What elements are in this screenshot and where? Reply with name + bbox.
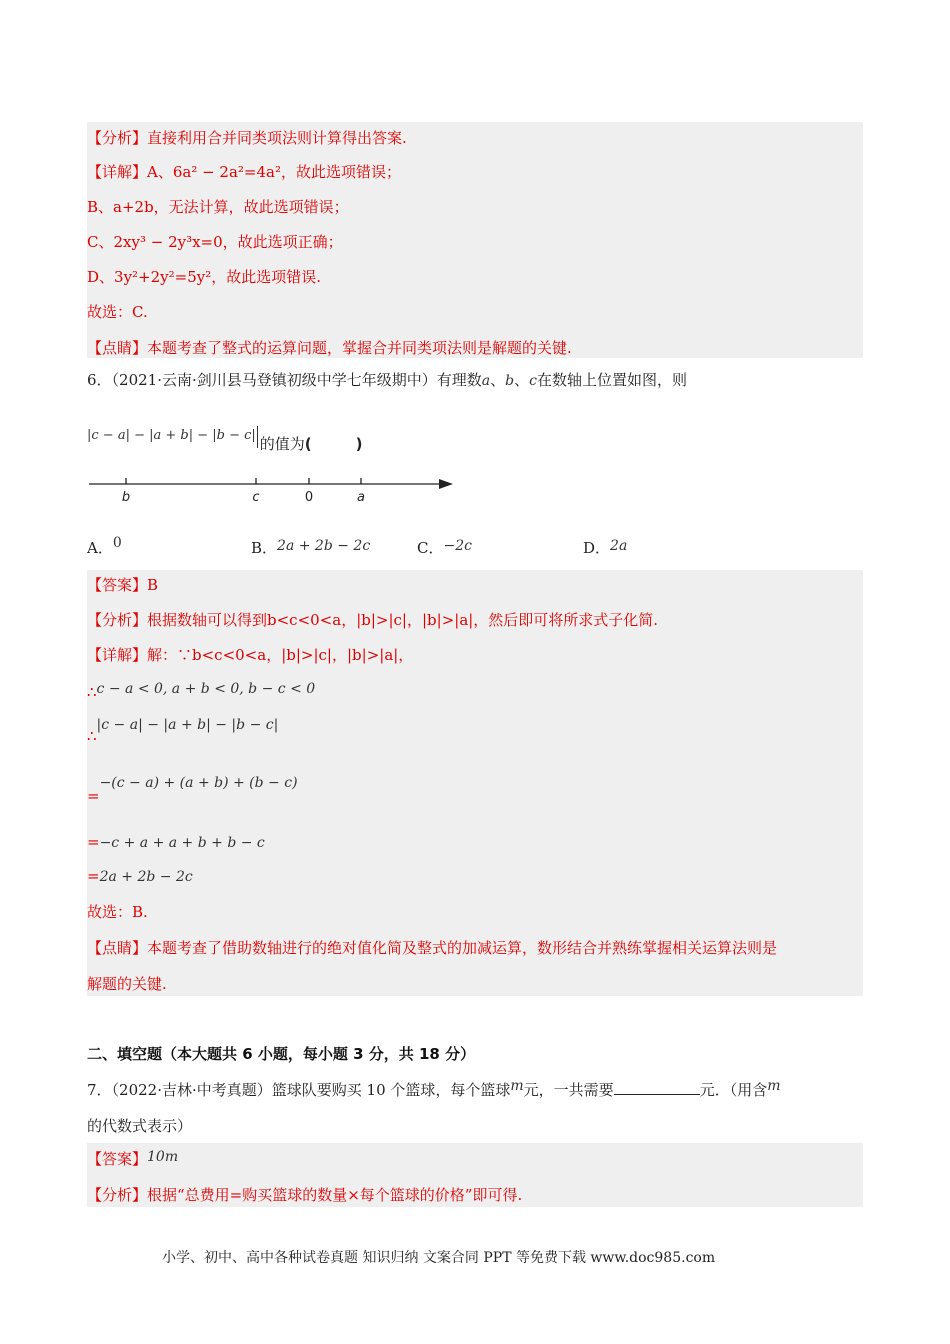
option-d — [583, 538, 627, 559]
therefore-icon: ∴ — [87, 727, 97, 745]
var-m: m — [767, 1078, 781, 1094]
question-7-prefix: 7．（2022·吉林·中考真题）篮球队要购买 10 个篮球，每个篮球 — [87, 1081, 511, 1099]
comment-q6-line1: 【点睛】本题考查了借助数轴进行的绝对值化简及整式的加减运算，数形结合并熟练掌握相关运算法则是 — [87, 939, 778, 957]
section-heading: 二、填空题（本大题共 6 小题，每小题 3 分，共 18 分） — [87, 1045, 476, 1063]
option-a-letter: A． — [87, 539, 113, 557]
step-4 — [87, 832, 265, 853]
question-6-expression-line — [87, 428, 363, 456]
equals-sign: = — [87, 833, 100, 851]
answer-q6: 【答案】B — [87, 576, 159, 594]
step-2-expr: |c − a| − |a + b| − |b − c| — [96, 717, 279, 733]
therefore-icon: ∴ — [87, 683, 97, 701]
separator: 、 — [490, 371, 506, 389]
option-d-letter: D． — [583, 539, 611, 557]
option-c-value: −2c — [443, 538, 472, 554]
option-a-value: 0 — [112, 535, 122, 551]
detail-q6: 【详解】解：∵b<c<0<a，|b|>|c|，|b|>|a|， — [87, 646, 414, 664]
step-3 — [87, 772, 298, 805]
option-d-value: 2a — [610, 538, 628, 554]
var-m: m — [510, 1078, 524, 1094]
option-b-letter: B． — [251, 539, 278, 557]
detail-q5-a: 【详解】A、6a² − 2a²=4a²，故此选项错误； — [87, 163, 402, 181]
answer-q7 — [87, 1149, 178, 1170]
option-c — [417, 538, 472, 559]
question-6-stem — [87, 370, 687, 391]
step-1-expr: c − a < 0, a + b < 0, b − c < 0 — [96, 681, 316, 697]
detail-q5-b: B、a+2b，无法计算，故此选项错误； — [87, 198, 349, 216]
question-6-suffix: 在数轴上位置如图，则 — [536, 371, 687, 389]
step-5-expr: 2a + 2b − 2c — [99, 869, 193, 885]
option-b-value: 2a + 2b − 2c — [277, 538, 371, 554]
analysis-q6: 【分析】根据数轴可以得到b<c<0<a，|b|>|c|，|b|>|a|，然后即可将所求式子化简. — [87, 611, 659, 629]
step-3-expr: −(c − a) + (a + b) + (b − c) — [99, 775, 298, 791]
formula-box-edge — [257, 426, 258, 448]
var-c: c — [529, 373, 537, 389]
question-6-prefix: 6．（2021·云南·剑川县马登镇初级中学七年级期中）有理数 — [87, 371, 482, 389]
analysis-q7: 【分析】根据“总费用=购买篮球的数量×每个篮球的价格”即可得. — [87, 1186, 523, 1204]
comment-q5: 【点睛】本题考查了整式的运算问题，掌握合并同类项法则是解题的关键. — [87, 339, 572, 357]
step-2 — [87, 714, 279, 745]
option-c-letter: C． — [417, 539, 444, 557]
choice-q6: 故选：B. — [87, 903, 148, 921]
abs-expression: |c − a| − |a + b| − |b − c| — [87, 428, 256, 443]
option-b — [251, 538, 370, 559]
option-a — [87, 535, 122, 559]
label-0: 0 — [304, 490, 314, 505]
question-7-line2: 的代数式表示） — [87, 1117, 193, 1135]
question-7-suffix: 元．（用含 — [699, 1081, 768, 1099]
var-b: b — [505, 373, 515, 389]
detail-q5-c: C、2xy³ − 2y³x=0，故此选项正确； — [87, 233, 343, 251]
paren-open: ( — [304, 435, 312, 453]
label-a: a — [357, 490, 365, 505]
value-of-text: 的值为 — [259, 435, 305, 453]
var-a: a — [481, 373, 491, 389]
detail-q5-d: D、3y²+2y²=5y²，故此选项错误. — [87, 268, 322, 286]
paren-close: ) — [355, 435, 363, 453]
page-footer: 小学、初中、高中各种试卷真题 知识归纳 文案合同 PPT 等免费下载 www.doc985.com — [162, 1250, 716, 1266]
answer-blank — [614, 1080, 700, 1095]
choice-q5: 故选：C. — [87, 303, 148, 321]
step-4-expr: −c + a + a + b + b − c — [99, 835, 265, 851]
label-b: b — [121, 490, 131, 505]
arrow-head-icon — [439, 479, 453, 489]
step-1 — [87, 678, 315, 699]
equals-sign: = — [87, 787, 100, 805]
answer-label: 【答案】 — [87, 1150, 148, 1168]
question-7-mid: 元，一共需要 — [523, 1081, 614, 1099]
equals-sign: = — [87, 867, 100, 885]
number-line — [87, 472, 457, 506]
step-5 — [87, 866, 193, 887]
question-7-stem — [87, 1080, 780, 1101]
analysis-q5: 【分析】直接利用合并同类项法则计算得出答案. — [87, 129, 407, 147]
answer-value: 10m — [147, 1149, 179, 1165]
separator: 、 — [514, 371, 530, 389]
label-c: c — [252, 490, 260, 505]
comment-q6-line2: 解题的关键. — [87, 975, 167, 993]
